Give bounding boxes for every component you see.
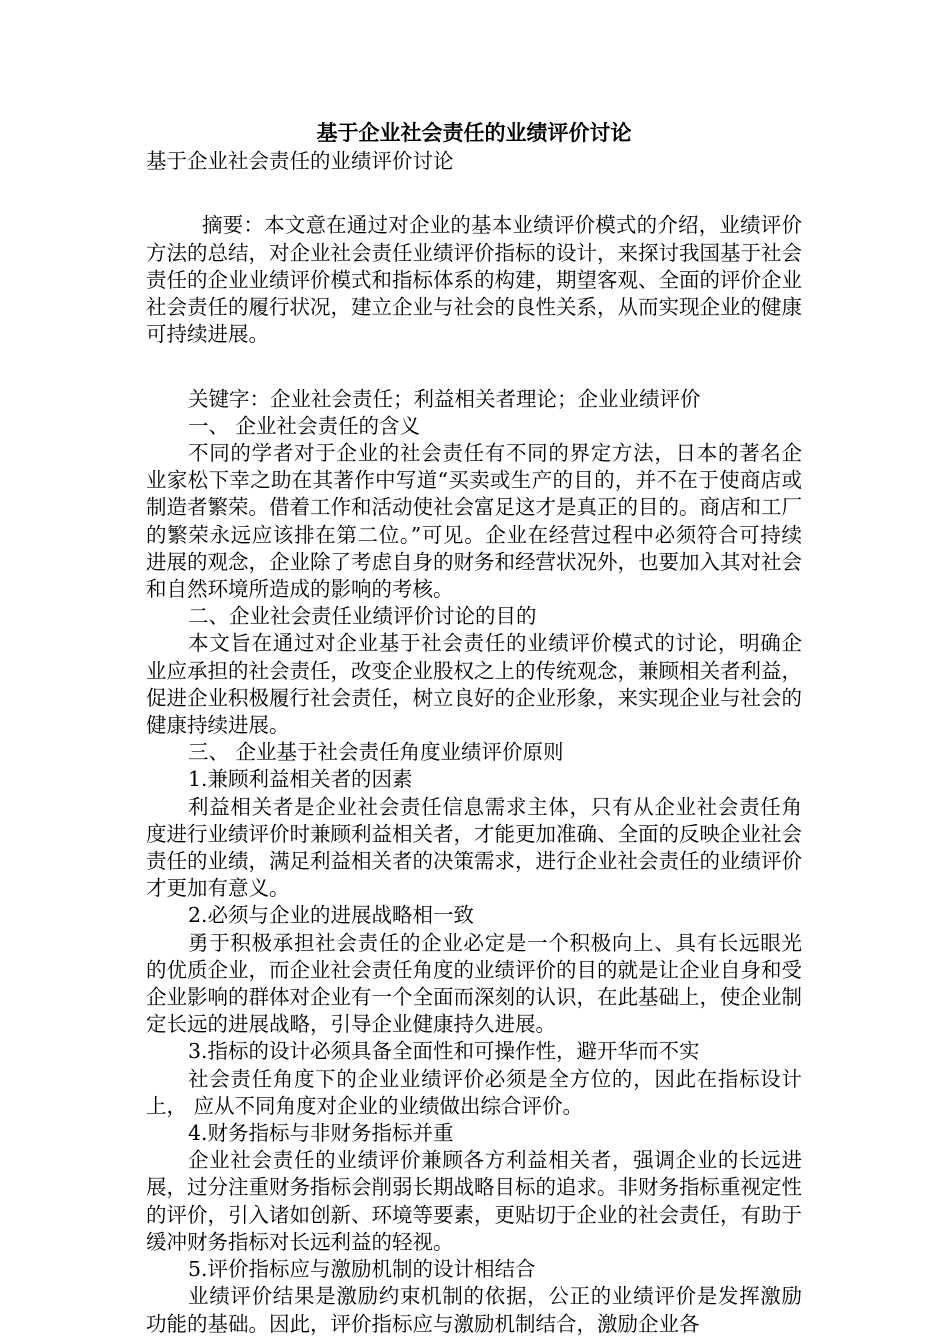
blank-line xyxy=(146,175,802,202)
principle-1-heading: 1.兼顾利益相关者的因素 xyxy=(188,767,413,792)
blank-line xyxy=(146,348,802,375)
document-title: 基于企业社会责任的业绩评价讨论 xyxy=(316,120,632,145)
spacer xyxy=(146,376,802,386)
principle-3-body: 社会责任角度下的企业业绩评价必须是全方位的，因此在指标设计上， 应从不同角度对企业的业绩做出综合评价。 xyxy=(146,1066,802,1118)
principle-5-heading: 5.评价指标应与激励机制的设计相结合 xyxy=(188,1257,536,1282)
principle-2-heading: 2.必须与企业的进展战略相一致 xyxy=(188,903,475,928)
principle-1-body: 利益相关者是企业社会责任信息需求主体，只有从企业社会责任角度进行业绩评价时兼顾利益相关者，才能更加准确、全面的反映企业社会责任的业绩，满足利益相关者的决策需求，进行企业社会责任的业绩评价才更加有意义。 xyxy=(146,794,802,901)
principle-3-heading: 3.指标的设计必须具备全面性和可操作性，避开华而不实 xyxy=(188,1039,700,1064)
section-2-body: 本文旨在通过对企业基于社会责任的业绩评价模式的讨论，明确企业应承担的社会责任，改变企业股权之上的传统观念，兼顾相关者利益，促进企业积极履行社会责任，树立良好的企业形象，来实现企业与社会的健康持续进展。 xyxy=(146,631,802,738)
section-1-heading: 一、 企业社会责任的含义 xyxy=(188,413,421,438)
abstract-paragraph: 摘要：本文意在通过对企业的基本业绩评价模式的介绍，业绩评价方法的总结，对企业社会责任业绩评价指标的设计，来探讨我国基于社会责任的企业业绩评价模式和指标体系的构建，期望客观、全面的评价企业社会责任的履行状况，建立企业与社会的良性关系，从而实现企业的健康可持续进展。 xyxy=(146,213,802,347)
principle-4-body: 企业社会责任的业绩评价兼顾各方利益相关者，强调企业的长远进展，过分注重财务指标会削弱长期战略目标的追求。非财务指标重视定性的评价，引入诸如创新、环境等要素，更贴切于企业的社会责任，有助于缓冲财务指标对长远利益的轻视。 xyxy=(146,1148,802,1254)
document-body xyxy=(146,118,802,1338)
spacer xyxy=(146,202,802,212)
document-subtitle: 基于企业社会责任的业绩评价讨论 xyxy=(146,149,454,173)
section-1-body: 不同的学者对于企业的社会责任有不同的界定方法，日本的著名企业家松下幸之助在其著作中写道“买卖或生产的目的，并不在于使商店或制造者繁荣。借着工作和活动使社会富足这才是真正的目的。商店和工厂的繁荣永远应该排在第二位。”可见。企业在经营过程中必须符合可持续进展的观念，企业除了考虑自身的财务和经营状况外，也要加入其对社会和自然环境所造成的影响的考核。 xyxy=(146,441,802,602)
section-3-heading: 三、 企业基于社会责任角度业绩评价原则 xyxy=(188,740,564,765)
section-2-heading: 二、企业社会责任业绩评价讨论的目的 xyxy=(188,604,537,629)
keywords-line: 关键字：企业社会责任；利益相关者理论；企业业绩评价 xyxy=(188,386,701,411)
principle-4-heading: 4.财务指标与非财务指标并重 xyxy=(188,1121,454,1146)
principle-5-body: 业绩评价结果是激励约束机制的依据，公正的业绩评价是发挥激励功能的基础。因此，评价指标应与激励机制结合，激励企业各 xyxy=(146,1284,802,1336)
principle-2-body: 勇于积极承担社会责任的企业必定是一个积极向上、具有长远眼光的优质企业，而企业社会责任角度的业绩评价的目的就是让企业自身和受企业影响的群体对企业有一个全面而深刻的认识，在此基础上，使企业制定长远的进展战略，引导企业健康持久进展。 xyxy=(146,930,802,1037)
